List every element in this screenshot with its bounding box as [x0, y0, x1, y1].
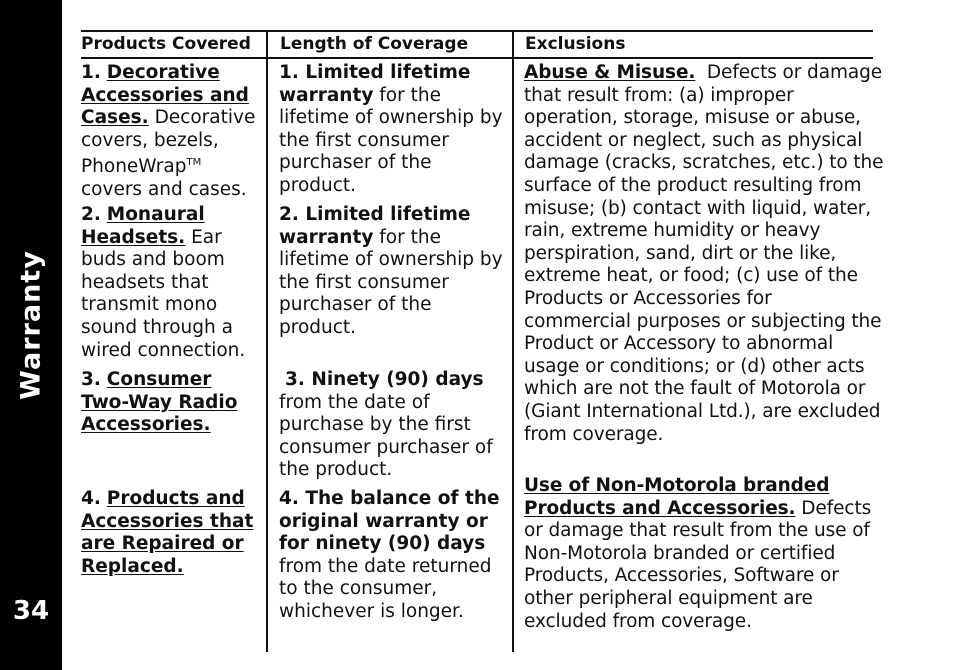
product-title: Consumer Two-Way Radio Accessories. [81, 369, 238, 436]
product-number: 1. [81, 62, 101, 83]
product-number: 2. [81, 204, 101, 225]
exclusion-non-motorola [524, 475, 884, 633]
header-exclusions: Exclusions [525, 34, 626, 54]
product-description: Decorative covers, bezels, PhoneWrap [81, 107, 256, 178]
product-title: Monaural Headsets. [81, 204, 205, 248]
header-length-of-coverage: Length of Coverage [280, 34, 469, 54]
coverage-cell-2 [279, 204, 507, 340]
product-description-cont: covers and cases. [81, 178, 247, 200]
exclusion-title: Abuse & Misuse. [524, 62, 696, 83]
product-cell-2 [81, 204, 263, 362]
header-products-covered: Products Covered [81, 34, 251, 54]
coverage-cell-1 [279, 62, 507, 198]
exclusion-description: Defects or damage that result from the use of Non-Motorola branded or certified Products, Accessories, Software or other peripheral equipment are excluded from coverage. [524, 497, 872, 632]
exclusion-title: Use of Non-Motorola branded Products and Accessories. [524, 475, 830, 519]
coverage-description: from the date of purchase by the first consumer purchaser of the product. [279, 391, 493, 481]
coverage-description: for the lifetime of ownership by the first consumer purchaser of the product. [279, 84, 503, 196]
column-divider-1 [266, 30, 268, 652]
product-title: Products and Accessories that are Repaired or Replaced. [81, 488, 254, 577]
coverage-description: for the lifetime of ownership by the first consumer purchaser of the product. [279, 226, 503, 338]
product-cell-1 [81, 62, 263, 202]
product-cell-3 [81, 369, 263, 437]
coverage-cell-3 [279, 369, 507, 482]
coverage-description: from the date returned to the consumer, whichever is longer. [279, 555, 492, 622]
coverage-term: 3. Ninety (90) days [285, 369, 484, 390]
trademark-mark: TM [186, 157, 202, 169]
exclusion-abuse-misuse [524, 62, 884, 446]
product-number: 3. [81, 369, 101, 390]
column-divider-2 [512, 30, 514, 652]
section-title: Warranty [15, 250, 47, 400]
coverage-cell-4 [279, 488, 507, 624]
page-number: 34 [12, 596, 50, 626]
product-description: Ear buds and boom headsets that transmit mono sound through a wired connection. [81, 226, 246, 361]
coverage-term: 1. Limited lifetime warranty [279, 62, 471, 106]
header-bottom-rule [81, 57, 873, 59]
table-top-rule [81, 30, 873, 32]
product-cell-4 [81, 488, 263, 578]
product-title: Decorative Accessories and Cases. [81, 62, 249, 129]
coverage-term: 2. Limited lifetime warranty [279, 204, 471, 248]
sidebar [0, 0, 62, 670]
coverage-term: 4. The balance of the original warranty or for ninety (90) days [279, 488, 500, 555]
product-number: 4. [81, 488, 101, 509]
exclusion-description: Defects or damage that result from: (a) improper operation, storage, misuse or abuse, accident or neglect, such as physical damage (cracks, scratches, etc.) to the surface of the product resulting from misuse; (b) contact with liquid, water, rain, extreme humidity or heavy perspiration, sand, dirt or the like, extreme heat, or food; (c) use of the Products or Accessories for commercial purposes or subjecting the Product or Accessory to abnormal usage or conditions; or (d) other acts which are not the fault of Motorola or (Giant International Ltd.), are excluded from coverage. [524, 62, 884, 445]
